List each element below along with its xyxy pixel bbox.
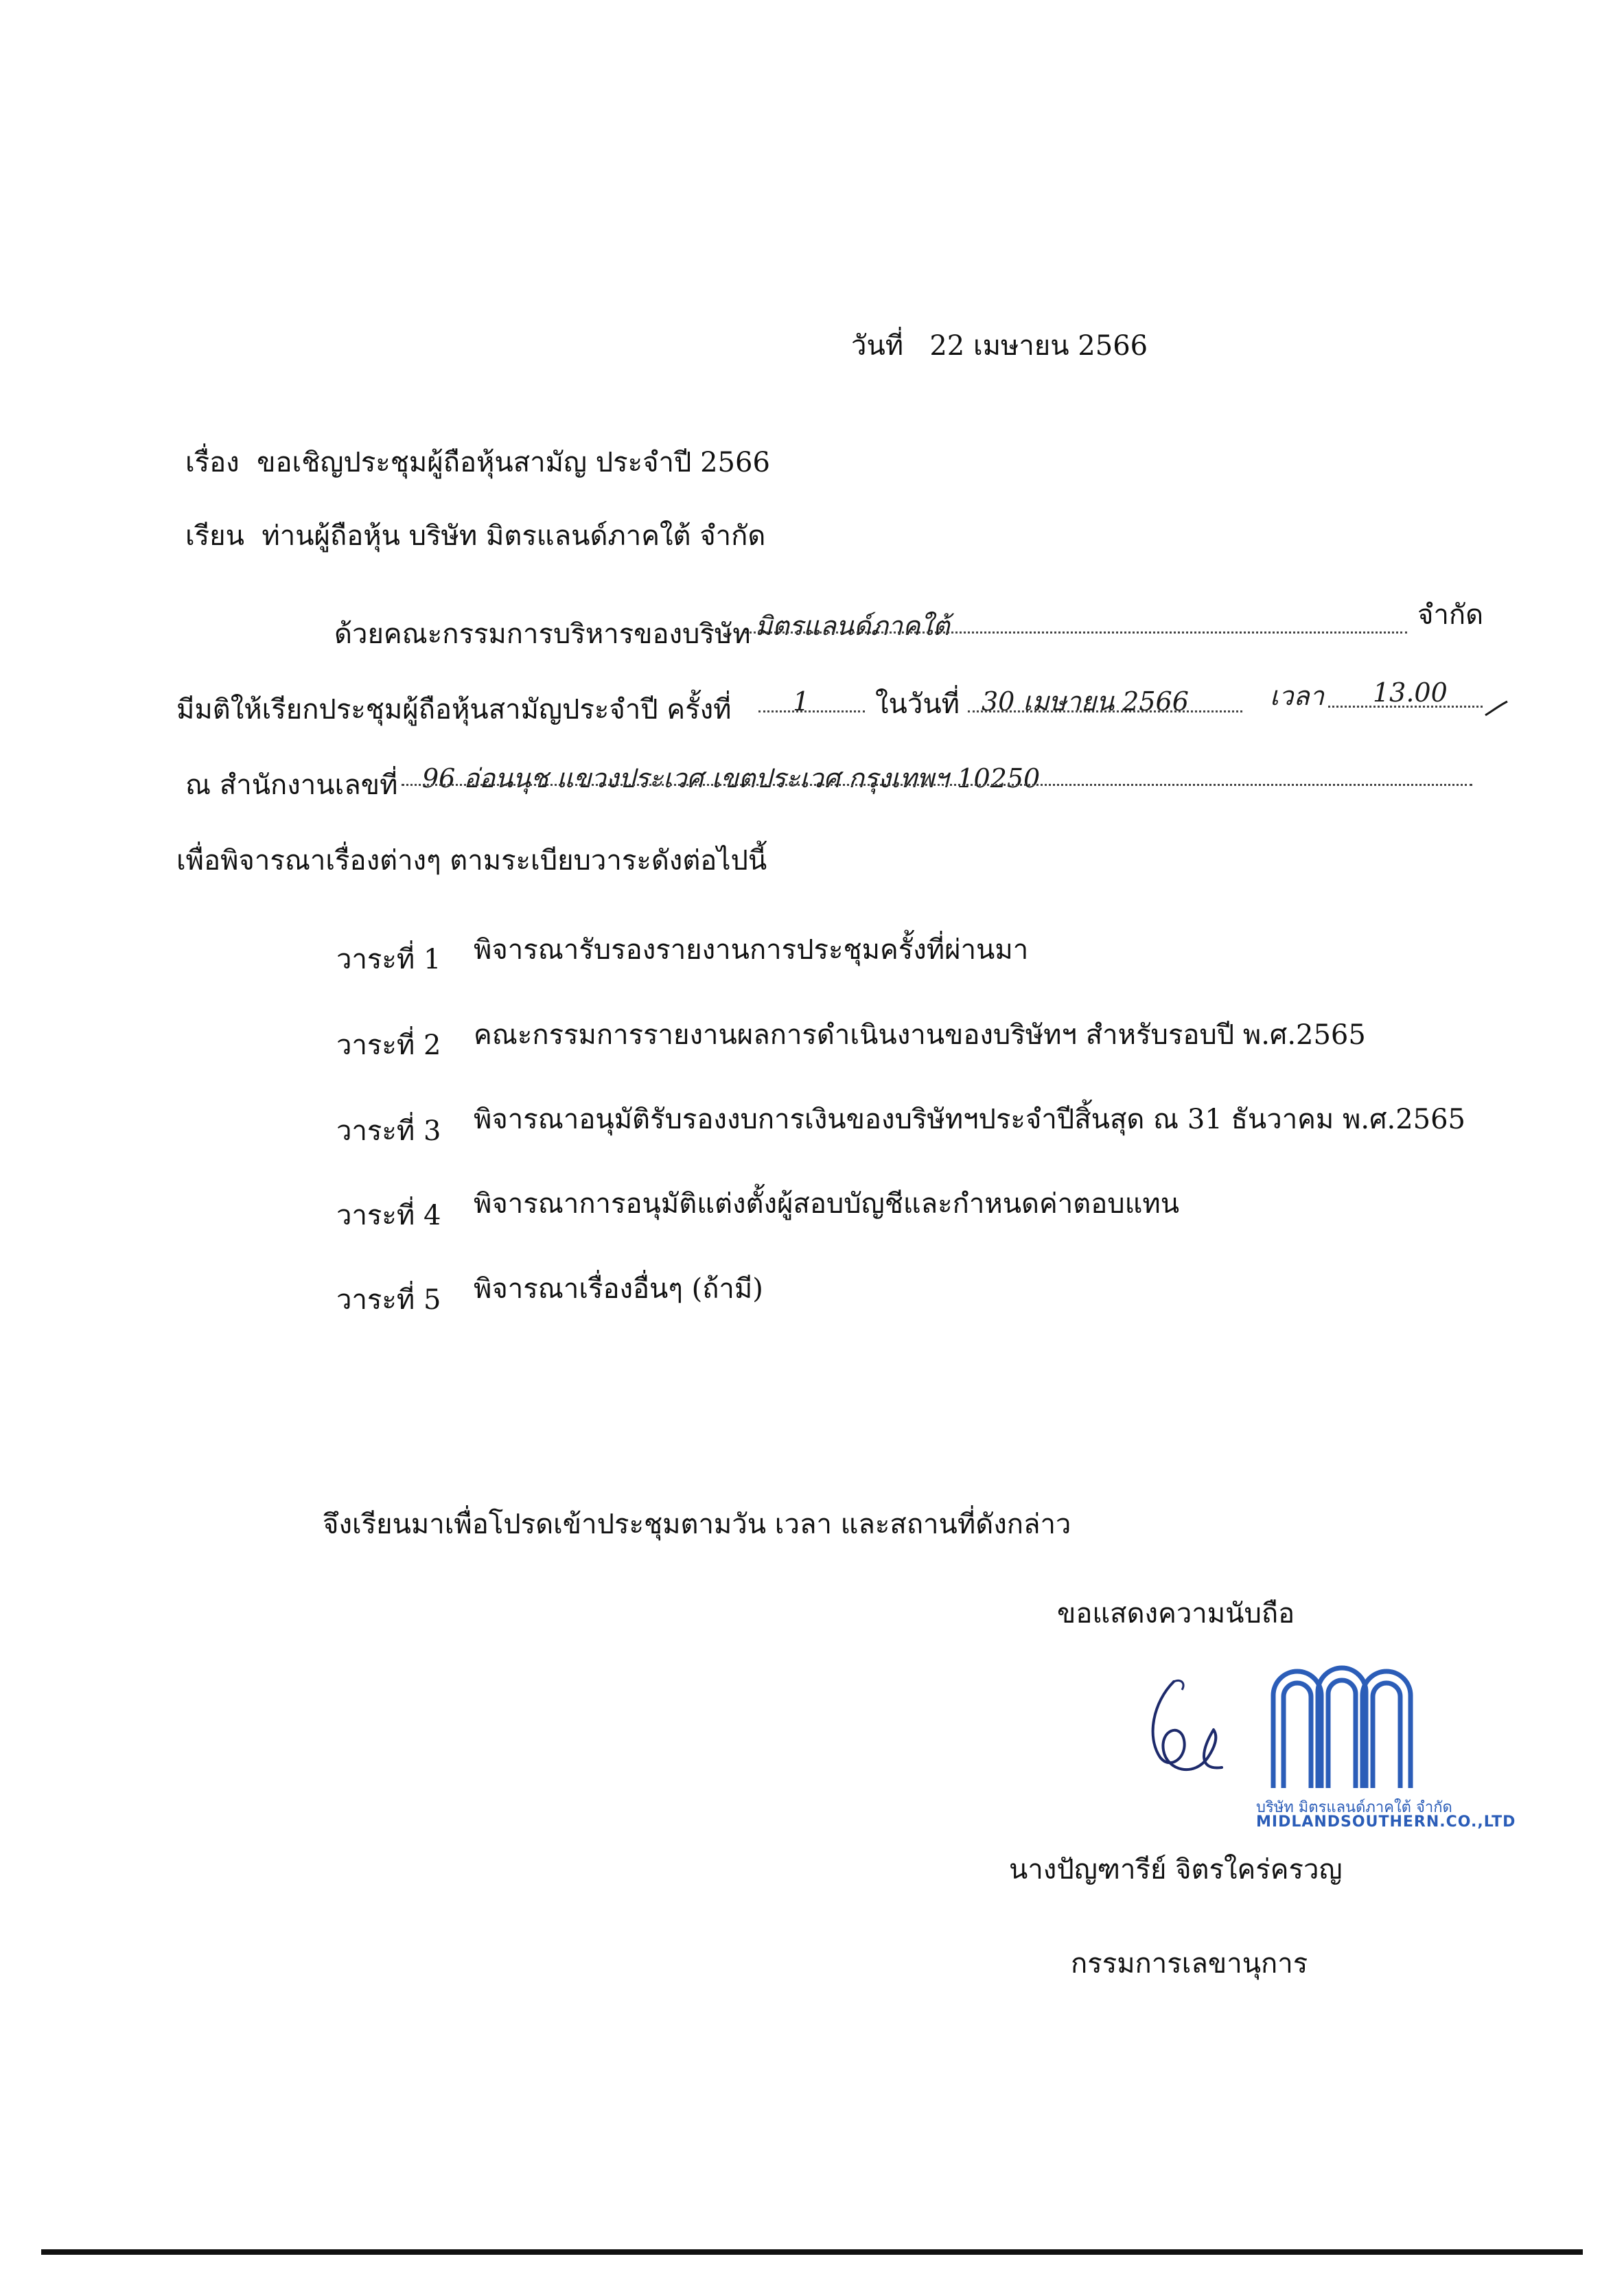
dotted-underline: [968, 710, 1242, 712]
regards-line: ขอแสดงความนับถือ: [1057, 1598, 1295, 1629]
meeting-date-fill: 30 เมษายน 2566: [982, 686, 1189, 717]
time-label: เวลา: [1270, 681, 1324, 711]
scan-bottom-edge: [41, 2249, 1583, 2255]
date-line: [851, 328, 1148, 364]
signer-title: กรรมการเลขานุการ: [1071, 1948, 1308, 1980]
dotted-underline: [402, 784, 1472, 786]
meeting-number-fill: 1: [793, 686, 810, 717]
date-label: วันที่: [851, 330, 904, 362]
recipient-line: [185, 518, 765, 554]
agenda-item-text: พิจารณาเรื่องอื่นๆ (ถ้ามี): [474, 1273, 763, 1305]
closing-sentence: จึงเรียนมาเพื่อโปรดเข้าประชุมตามวัน เวลา และสถานที่ดังกล่าว: [323, 1509, 1071, 1540]
stamp-arches-icon: [1256, 1654, 1428, 1791]
agenda-item-number: วาระที่ 2: [336, 1030, 441, 1061]
agenda-item-number: วาระที่ 3: [336, 1115, 441, 1147]
dotted-underline: [745, 631, 1407, 634]
stamp-text-thai: บริษัท มิตรแลนด์ภาคใต้ จำกัด: [1256, 1799, 1452, 1816]
signer-name: นางปัญฑารีย์ จิตรใคร่ครวญ: [1009, 1854, 1343, 1886]
meeting-time-fill: 13.00: [1373, 677, 1448, 708]
agenda-item-text: คณะกรรมการรายงานผลการดำเนินงานของบริษัทฯ สำหรับรอบปี พ.ศ.2565: [474, 1019, 1366, 1051]
body-line-2-prefix: มีมติให้เรียกประชุมผู้ถือหุ้นสามัญประจำปี ครั้งที่: [176, 694, 732, 726]
dotted-underline: [1328, 706, 1483, 708]
agenda-item-number: วาระที่ 5: [336, 1284, 441, 1316]
agenda-item-number: วาระที่ 1: [336, 944, 441, 975]
recipient-label: เรียน: [185, 520, 244, 552]
recipient-text: ท่านผู้ถือหุ้น บริษัท มิตรแลนด์ภาคใต้ จำกัด: [262, 520, 766, 552]
date-value: 22 เมษายน 2566: [929, 330, 1148, 362]
subject-label: เรื่อง: [185, 447, 240, 478]
dotted-underline: [758, 710, 865, 712]
pen-tick-mark: [1483, 699, 1510, 719]
body-line-2-on: ในวันที่: [875, 688, 960, 720]
agenda-item-text: พิจารณาการอนุมัติแต่งตั้งผู้สอบบัญชีและกำหนดค่าตอบแทน: [474, 1188, 1180, 1220]
agenda-item-text: พิจารณาอนุมัติรับรองงบการเงินของบริษัทฯประจำปีสิ้นสุด ณ 31 ธันวาคม พ.ศ.2565: [474, 1104, 1465, 1135]
subject-line: [185, 445, 770, 480]
agenda-item-text: พิจารณารับรองรายงานการประชุมครั้งที่ผ่านมา: [474, 934, 1029, 966]
signature-image: [1133, 1675, 1236, 1798]
stamp-text-english: MIDLANDSOUTHERN.CO.,LTD: [1256, 1813, 1516, 1831]
body-line-1-prefix: ด้วยคณะกรรมการบริหารของบริษัท: [334, 618, 751, 650]
body-line-4: เพื่อพิจารณาเรื่องต่างๆ ตามระเบียบวาระดังต่อไปนี้: [176, 845, 767, 877]
body-line-3-prefix: ณ สำนักงานเลขที่: [185, 769, 398, 801]
company-name-fill: มิตรแลนด์ภาคใต้: [755, 611, 950, 641]
subject-text: ขอเชิญประชุมผู้ถือหุ้นสามัญ ประจำปี 2566: [257, 447, 770, 478]
address-fill: 96 อ่อนนุช แขวงประเวศ เขตประเวศ กรุงเทพฯ 10250: [422, 763, 1041, 793]
agenda-item-number: วาระที่ 4: [336, 1200, 441, 1231]
body-line-1-suffix: จำกัด: [1417, 599, 1484, 631]
company-stamp: [1256, 1654, 1516, 1831]
